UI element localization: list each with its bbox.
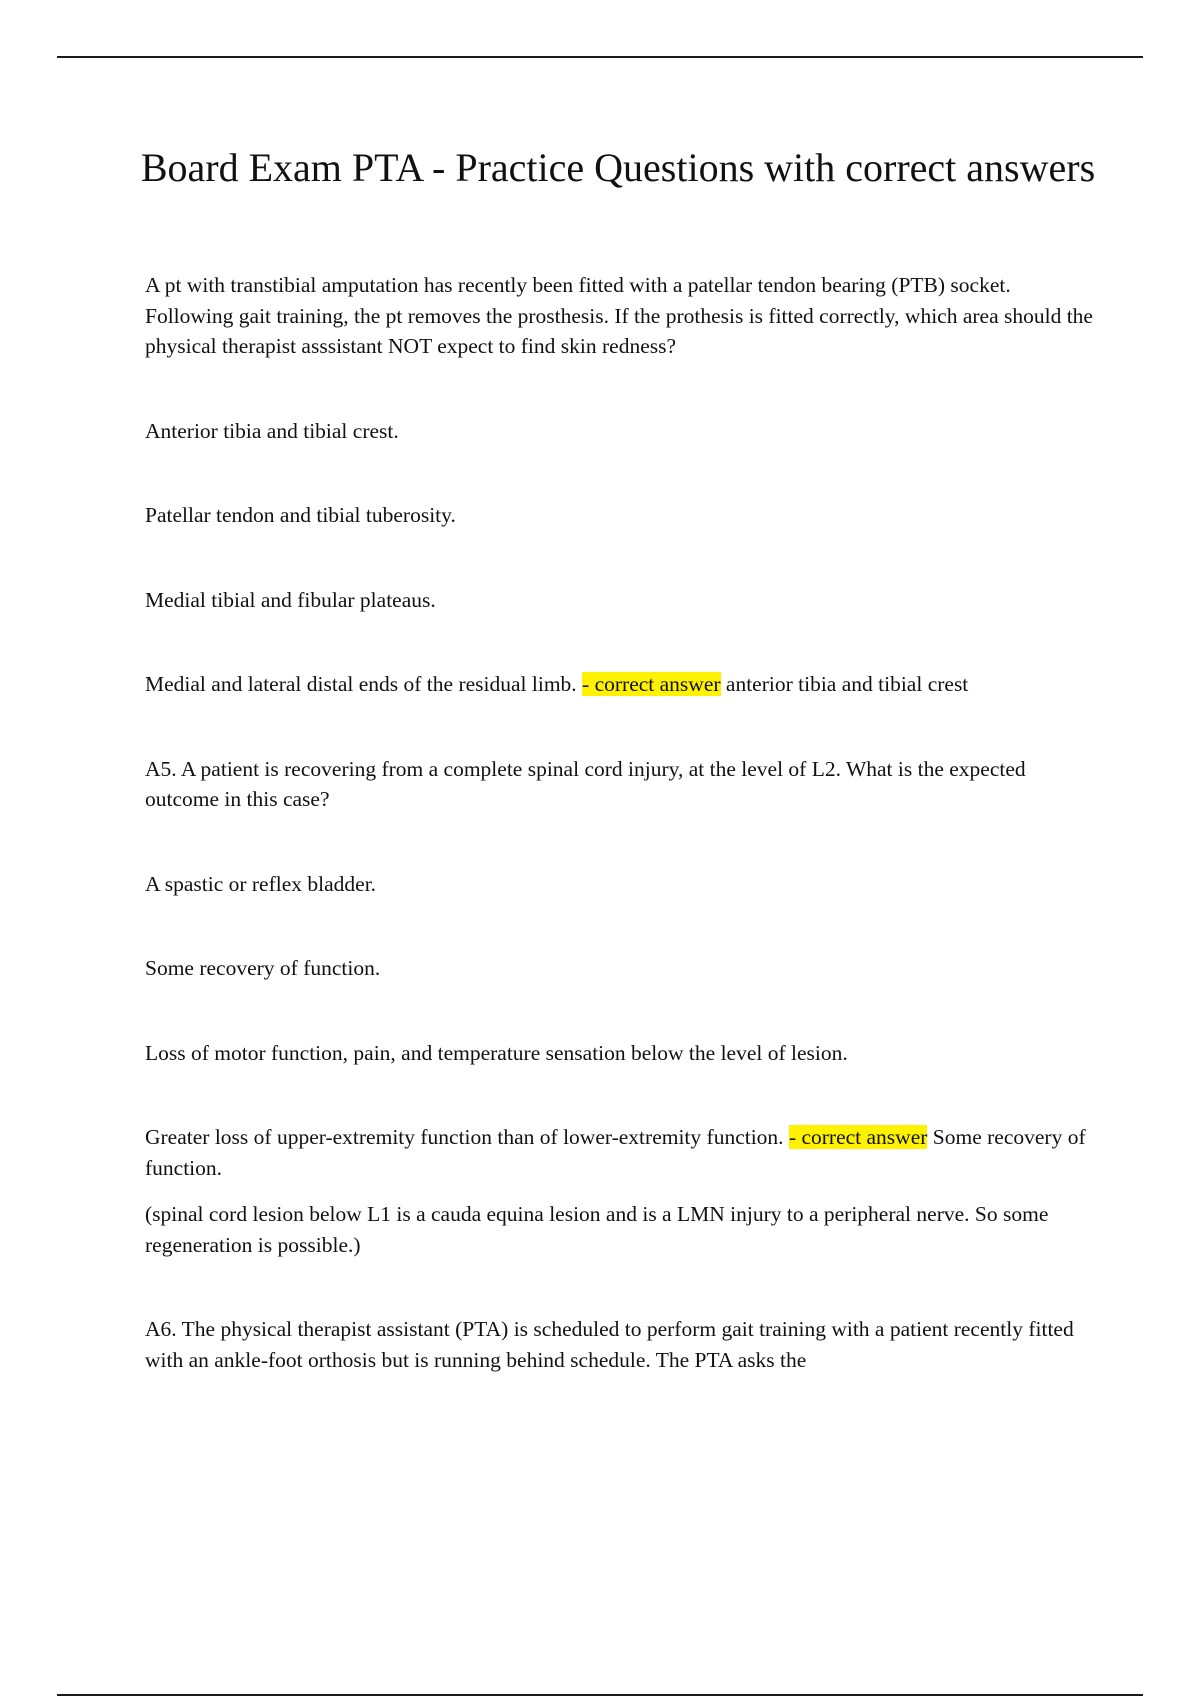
document-title: Board Exam PTA - Practice Questions with correct answers	[140, 145, 1096, 190]
option-text: Medial and lateral distal ends of the residual limb.	[145, 672, 583, 696]
question-2-option-2: Some recovery of function.	[145, 956, 381, 980]
question-2: A5. A patient is recovering from a complete spinal cord injury, at the level of L2. What is the expected outcome in this case?	[145, 756, 1026, 811]
question-2-explanation: (spinal cord lesion below L1 is a cauda equina lesion and is a LMN injury to a peripheral nerve. So some regeneration is possible.)	[145, 1202, 1049, 1257]
question-2-option-4	[145, 1122, 1095, 1183]
question-2-option-1: A spastic or reflex bladder.	[145, 871, 377, 896]
question-1: A pt with transtibial amputation has recently been fitted with a patellar tendon bearing (PTB) socket. Following gait training, the pt removes the prosthesis. If the prothesis is fitted correctly, which area should the physical therapist asssistant NOT expect to find skin redness?	[145, 273, 1093, 358]
correct-answer-text: Some recovery of function.	[145, 1125, 1086, 1180]
correct-answer-marker: - correct answer	[582, 672, 721, 696]
question-1-option-2: Patellar tendon and tibial tuberosity.	[145, 503, 456, 527]
top-rule	[57, 56, 1143, 58]
question-1-option-1: Anterior tibia and tibial crest.	[145, 418, 399, 443]
question-1-option-4	[145, 669, 1095, 700]
question-2-option-3: Loss of motor function, pain, and temperature sensation below the level of lesion.	[145, 1040, 848, 1065]
question-3: A6. The physical therapist assistant (PTA) is scheduled to perform gait training with a patient recently fitted with an ankle-foot orthosis but is running behind schedule. The PTA asks the	[145, 1317, 1074, 1372]
document-body	[145, 270, 1095, 1375]
bottom-rule	[57, 1694, 1143, 1696]
option-text: Greater loss of upper-extremity function than of lower-extremity function.	[145, 1125, 789, 1149]
correct-answer-marker: - correct answer	[788, 1125, 928, 1149]
correct-answer-text: anterior tibia and tibial crest	[720, 672, 969, 696]
question-1-option-3: Medial tibial and fibular plateaus.	[145, 587, 436, 612]
